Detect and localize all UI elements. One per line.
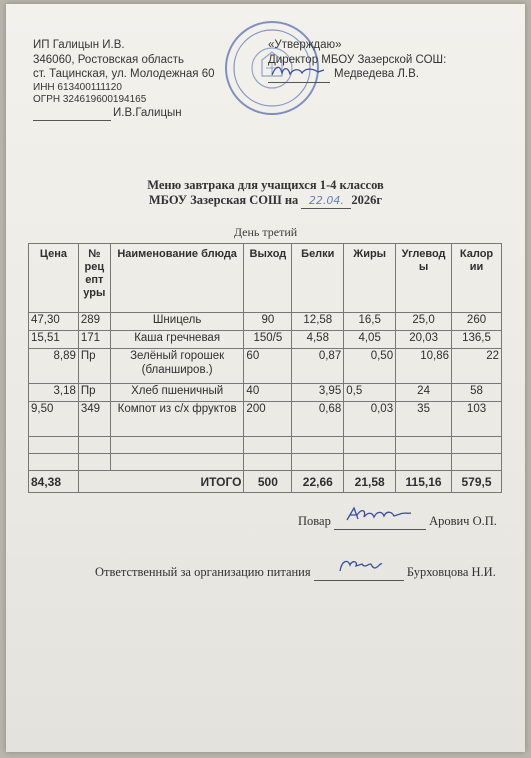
cell-proteins: 0,87 <box>292 349 344 384</box>
approval-block <box>268 38 446 83</box>
cell-dish: Компот из с/х фруктов <box>110 402 244 437</box>
cell-proteins: 4,58 <box>292 331 344 349</box>
cell-calories: 58 <box>452 384 502 402</box>
cell-recipe: 171 <box>78 331 110 349</box>
cell-price: 9,50 <box>29 402 79 437</box>
supplier-signer: И.В.Галицын <box>113 106 182 119</box>
cell-calories: 260 <box>452 313 502 331</box>
col-header-output: Выход <box>244 244 292 313</box>
table-row-empty <box>29 454 502 471</box>
responsible-signature-row <box>95 565 496 581</box>
col-header-price: Цена <box>29 244 79 313</box>
table-row <box>29 313 502 331</box>
cell-calories: 136,5 <box>452 331 502 349</box>
cell-output: 200 <box>244 402 292 437</box>
cell-fats: 0,03 <box>344 402 396 437</box>
table-header-row <box>29 244 502 313</box>
responsible-signature-icon <box>336 556 386 576</box>
table-row <box>29 384 502 402</box>
menu-title-line1: Меню завтрака для учащихся 1-4 классов <box>147 178 384 192</box>
cell-dish: Зелёный горошек (бланширов.) <box>110 349 244 384</box>
supplier-address-street: ст. Тацинская, ул. Молодежная 60 <box>33 68 215 80</box>
supplier-address-region: 346060, Ростовская область <box>33 53 185 66</box>
cell-proteins: 12,58 <box>292 313 344 331</box>
menu-title-school: МБОУ Зазерская СОШ на <box>148 193 299 207</box>
cell-carbs: 25,0 <box>396 313 452 331</box>
approval-heading: «Утверждаю» <box>268 39 342 51</box>
total-carbs: 115,16 <box>396 471 452 493</box>
supplier-ogrn: ОГРН 324619600194165 <box>33 93 147 105</box>
table-row <box>29 402 502 437</box>
day-label: День третий <box>233 225 298 239</box>
cell-carbs: 20,03 <box>396 331 452 349</box>
menu-date-handwritten: 22.04. <box>301 193 351 209</box>
table-row <box>29 331 502 349</box>
cell-carbs: 35 <box>396 402 452 437</box>
cell-proteins: 3,95 <box>292 384 344 402</box>
table-row <box>29 349 502 384</box>
supplier-name: ИП Галицын И.В. <box>33 39 125 51</box>
cell-recipe: Пр <box>78 384 110 402</box>
cell-calories: 103 <box>452 402 502 437</box>
cell-output: 40 <box>244 384 292 402</box>
cell-carbs: 10,86 <box>396 349 452 384</box>
total-proteins: 22,66 <box>292 471 344 493</box>
cell-dish: Хлеб пшеничный <box>110 384 244 402</box>
total-fats: 21,58 <box>344 471 396 493</box>
cell-dish: Шницель <box>110 313 244 331</box>
table-total-row <box>29 471 502 493</box>
cell-price: 15,51 <box>29 331 79 349</box>
col-header-fats: Жиры <box>344 244 396 313</box>
responsible-signature-line <box>314 565 404 581</box>
total-calories: 579,5 <box>452 471 502 493</box>
cell-output: 60 <box>244 349 292 384</box>
cook-label: Повар <box>298 514 331 528</box>
cell-price: 8,89 <box>29 349 79 384</box>
total-price: 84,38 <box>29 471 79 493</box>
cell-carbs: 24 <box>396 384 452 402</box>
supplier-block <box>33 38 215 121</box>
cell-fats: 0,50 <box>344 349 396 384</box>
director-signature-icon <box>268 63 328 79</box>
col-header-carbs: Углевод ы <box>396 244 452 313</box>
cell-price: 3,18 <box>29 384 79 402</box>
cell-recipe: 289 <box>78 313 110 331</box>
menu-title <box>0 178 531 209</box>
menu-table <box>28 243 502 493</box>
cell-calories: 22 <box>452 349 502 384</box>
col-header-recipe: № рец епт уры <box>78 244 110 313</box>
cook-signature-row <box>298 514 497 530</box>
cell-output: 150/5 <box>244 331 292 349</box>
cell-fats: 4,05 <box>344 331 396 349</box>
cell-proteins: 0,68 <box>292 402 344 437</box>
responsible-label: Ответственный за организацию питания <box>95 565 311 579</box>
supplier-signature-line <box>33 106 111 122</box>
cell-fats: 16,5 <box>344 313 396 331</box>
cell-recipe: 349 <box>78 402 110 437</box>
total-output: 500 <box>244 471 292 493</box>
cell-price: 47,30 <box>29 313 79 331</box>
cell-dish: Каша гречневая <box>110 331 244 349</box>
cell-recipe: Пр <box>78 349 110 384</box>
col-header-proteins: Белки <box>292 244 344 313</box>
cook-name: Арович О.П. <box>429 514 497 528</box>
director-name: Медведева Л.В. <box>334 68 419 80</box>
menu-title-year: 2026г <box>351 193 383 207</box>
director-signature-line <box>268 67 330 83</box>
approval-position: Директор МБОУ Зазерской СОШ: <box>268 53 447 66</box>
supplier-inn: ИНН 613400111120 <box>33 81 122 93</box>
cook-signature-line <box>334 514 426 530</box>
cell-fats: 0,5 <box>344 384 396 402</box>
cell-output: 90 <box>244 313 292 331</box>
cook-signature-icon <box>344 504 414 524</box>
total-label: ИТОГО <box>78 471 244 493</box>
col-header-dish: Наименование блюда <box>110 244 244 313</box>
table-row-empty <box>29 437 502 454</box>
responsible-name: Бурховцова Н.И. <box>406 565 496 579</box>
col-header-calories: Калор ии <box>452 244 502 313</box>
